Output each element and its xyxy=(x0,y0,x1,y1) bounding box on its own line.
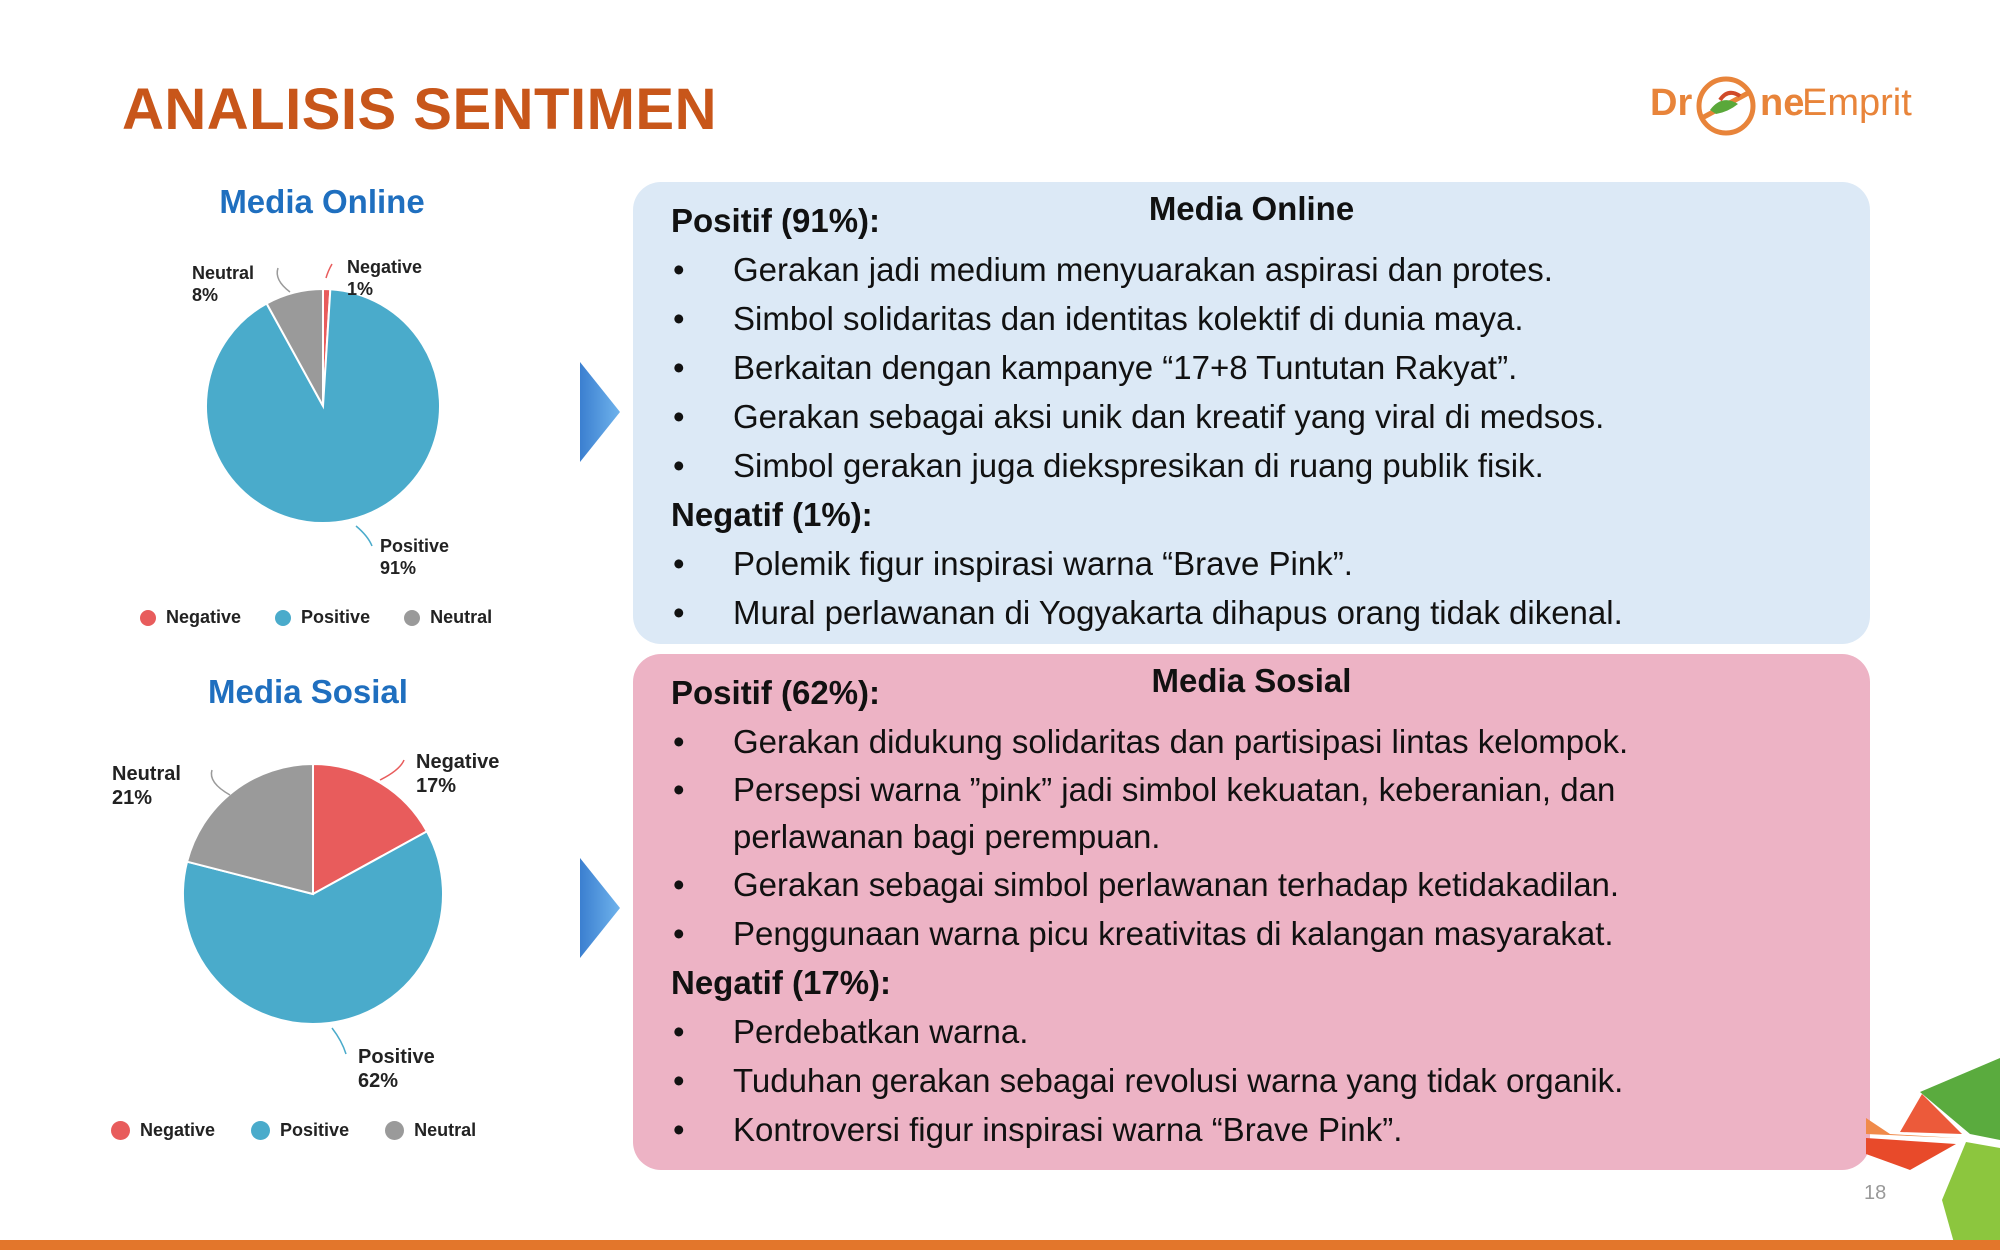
leader-line-positive xyxy=(356,526,372,546)
page-number: 18 xyxy=(1864,1182,1887,1204)
list-item: • Mural perlawanan di Yogyakarta dihapus orang tidak dikenal. xyxy=(671,588,1832,637)
legend-label-positive: Positive xyxy=(280,1120,350,1140)
legend-dot-neutral xyxy=(404,610,420,626)
list-item: • Persepsi warna ”pink” jadi simbol kekuatan, keberanian, dan perlawanan bagi perempuan. xyxy=(671,766,1832,860)
negative-list xyxy=(671,539,1832,637)
legend-label-negative: Negative xyxy=(140,1120,216,1140)
list-item: • Polemik figur inspirasi warna “Brave Pink”. xyxy=(671,539,1832,588)
legend-item-negative xyxy=(140,607,241,628)
data-label-positive: Positive 62% xyxy=(358,1046,435,1092)
positive-heading: Positif (91%): xyxy=(671,202,881,239)
positive-list xyxy=(671,717,1832,958)
leader-line-negative xyxy=(326,264,332,278)
data-label-positive: Positive 91% xyxy=(380,536,450,578)
page-title: ANALISIS SENTIMEN xyxy=(122,77,717,142)
data-label-negative: Negative 17% xyxy=(416,751,500,797)
bottom-accent-bar xyxy=(0,1240,2000,1250)
list-item: • Gerakan didukung solidaritas dan partisipasi lintas kelompok. xyxy=(671,717,1832,766)
social-summary-panel xyxy=(633,654,1870,1170)
legend-dot-negative xyxy=(111,1121,130,1140)
legend-dot-neutral xyxy=(385,1121,404,1140)
list-item: • Gerakan jadi medium menyuarakan aspirasi dan protes. xyxy=(671,245,1832,294)
list-item: • Tuduhan gerakan sebagai revolusi warna yang tidak organik. xyxy=(671,1056,1832,1105)
list-item: • Gerakan sebagai simbol perlawanan terhadap ketidakadilan. xyxy=(671,860,1832,909)
list-item: • Perdebatkan warna. xyxy=(671,1007,1832,1056)
panel-heading: Media Online xyxy=(1148,190,1355,227)
legend-item-positive xyxy=(251,1120,349,1141)
negative-list xyxy=(671,1007,1832,1154)
list-item: • Simbol gerakan juga diekspresikan di ruang publik fisik. xyxy=(671,441,1832,490)
leader-line-neutral xyxy=(211,770,230,795)
legend-label-neutral: Neutral xyxy=(414,1120,477,1140)
legend-online xyxy=(140,607,492,628)
list-item: • Kontroversi figur inspirasi warna “Brave Pink”. xyxy=(671,1105,1832,1154)
leader-line-negative xyxy=(380,760,404,780)
chart-title-social: Media Sosial xyxy=(208,673,408,710)
arrow-right-icon xyxy=(578,858,622,958)
legend-item-positive xyxy=(275,607,370,628)
data-label-negative: Negative 1% xyxy=(347,257,423,299)
legend-label-positive: Positive xyxy=(301,607,371,627)
logo-text-left: Dr xyxy=(1650,82,1693,124)
legend-social xyxy=(111,1120,476,1141)
drone-logo-icon xyxy=(1694,74,1758,138)
list-item: • Penggunaan warna picu kreativitas di kalangan masyarakat. xyxy=(671,909,1832,958)
legend-label-neutral: Neutral xyxy=(430,607,493,627)
arrow-right-icon xyxy=(578,362,622,462)
legend-item-negative xyxy=(111,1120,215,1141)
positive-heading: Positif (62%): xyxy=(671,674,881,711)
legend-label-negative: Negative xyxy=(166,607,242,627)
drone-emprit-logo xyxy=(1650,66,1920,146)
positive-list xyxy=(671,245,1832,490)
decorative-corner-shape xyxy=(1860,1050,2000,1250)
pie-chart-social xyxy=(0,650,600,1170)
legend-dot-positive xyxy=(251,1121,270,1140)
legend-item-neutral xyxy=(404,607,492,628)
legend-item-neutral xyxy=(385,1120,476,1141)
online-summary-panel xyxy=(633,182,1870,644)
pie-chart-online xyxy=(0,0,600,650)
legend-dot-negative xyxy=(140,610,156,626)
panel-heading: Media Sosial xyxy=(1151,662,1352,699)
data-label-neutral: Neutral 8% xyxy=(192,263,255,305)
data-label-neutral: Neutral 21% xyxy=(112,763,181,809)
leader-line-positive xyxy=(332,1028,346,1054)
chart-title-online: Media Online xyxy=(219,183,425,220)
logo-text-mid: ne xyxy=(1760,82,1805,124)
negative-heading: Negatif (1%): xyxy=(671,496,873,533)
list-item: • Berkaitan dengan kampanye “17+8 Tuntutan Rakyat”. xyxy=(671,343,1832,392)
logo-text-right: Emprit xyxy=(1802,82,1912,124)
negative-heading: Negatif (17%): xyxy=(671,964,892,1001)
leader-line-neutral xyxy=(277,268,290,292)
list-item: • Gerakan sebagai aksi unik dan kreatif yang viral di medsos. xyxy=(671,392,1832,441)
list-item: • Simbol solidaritas dan identitas kolektif di dunia maya. xyxy=(671,294,1832,343)
legend-dot-positive xyxy=(275,610,291,626)
